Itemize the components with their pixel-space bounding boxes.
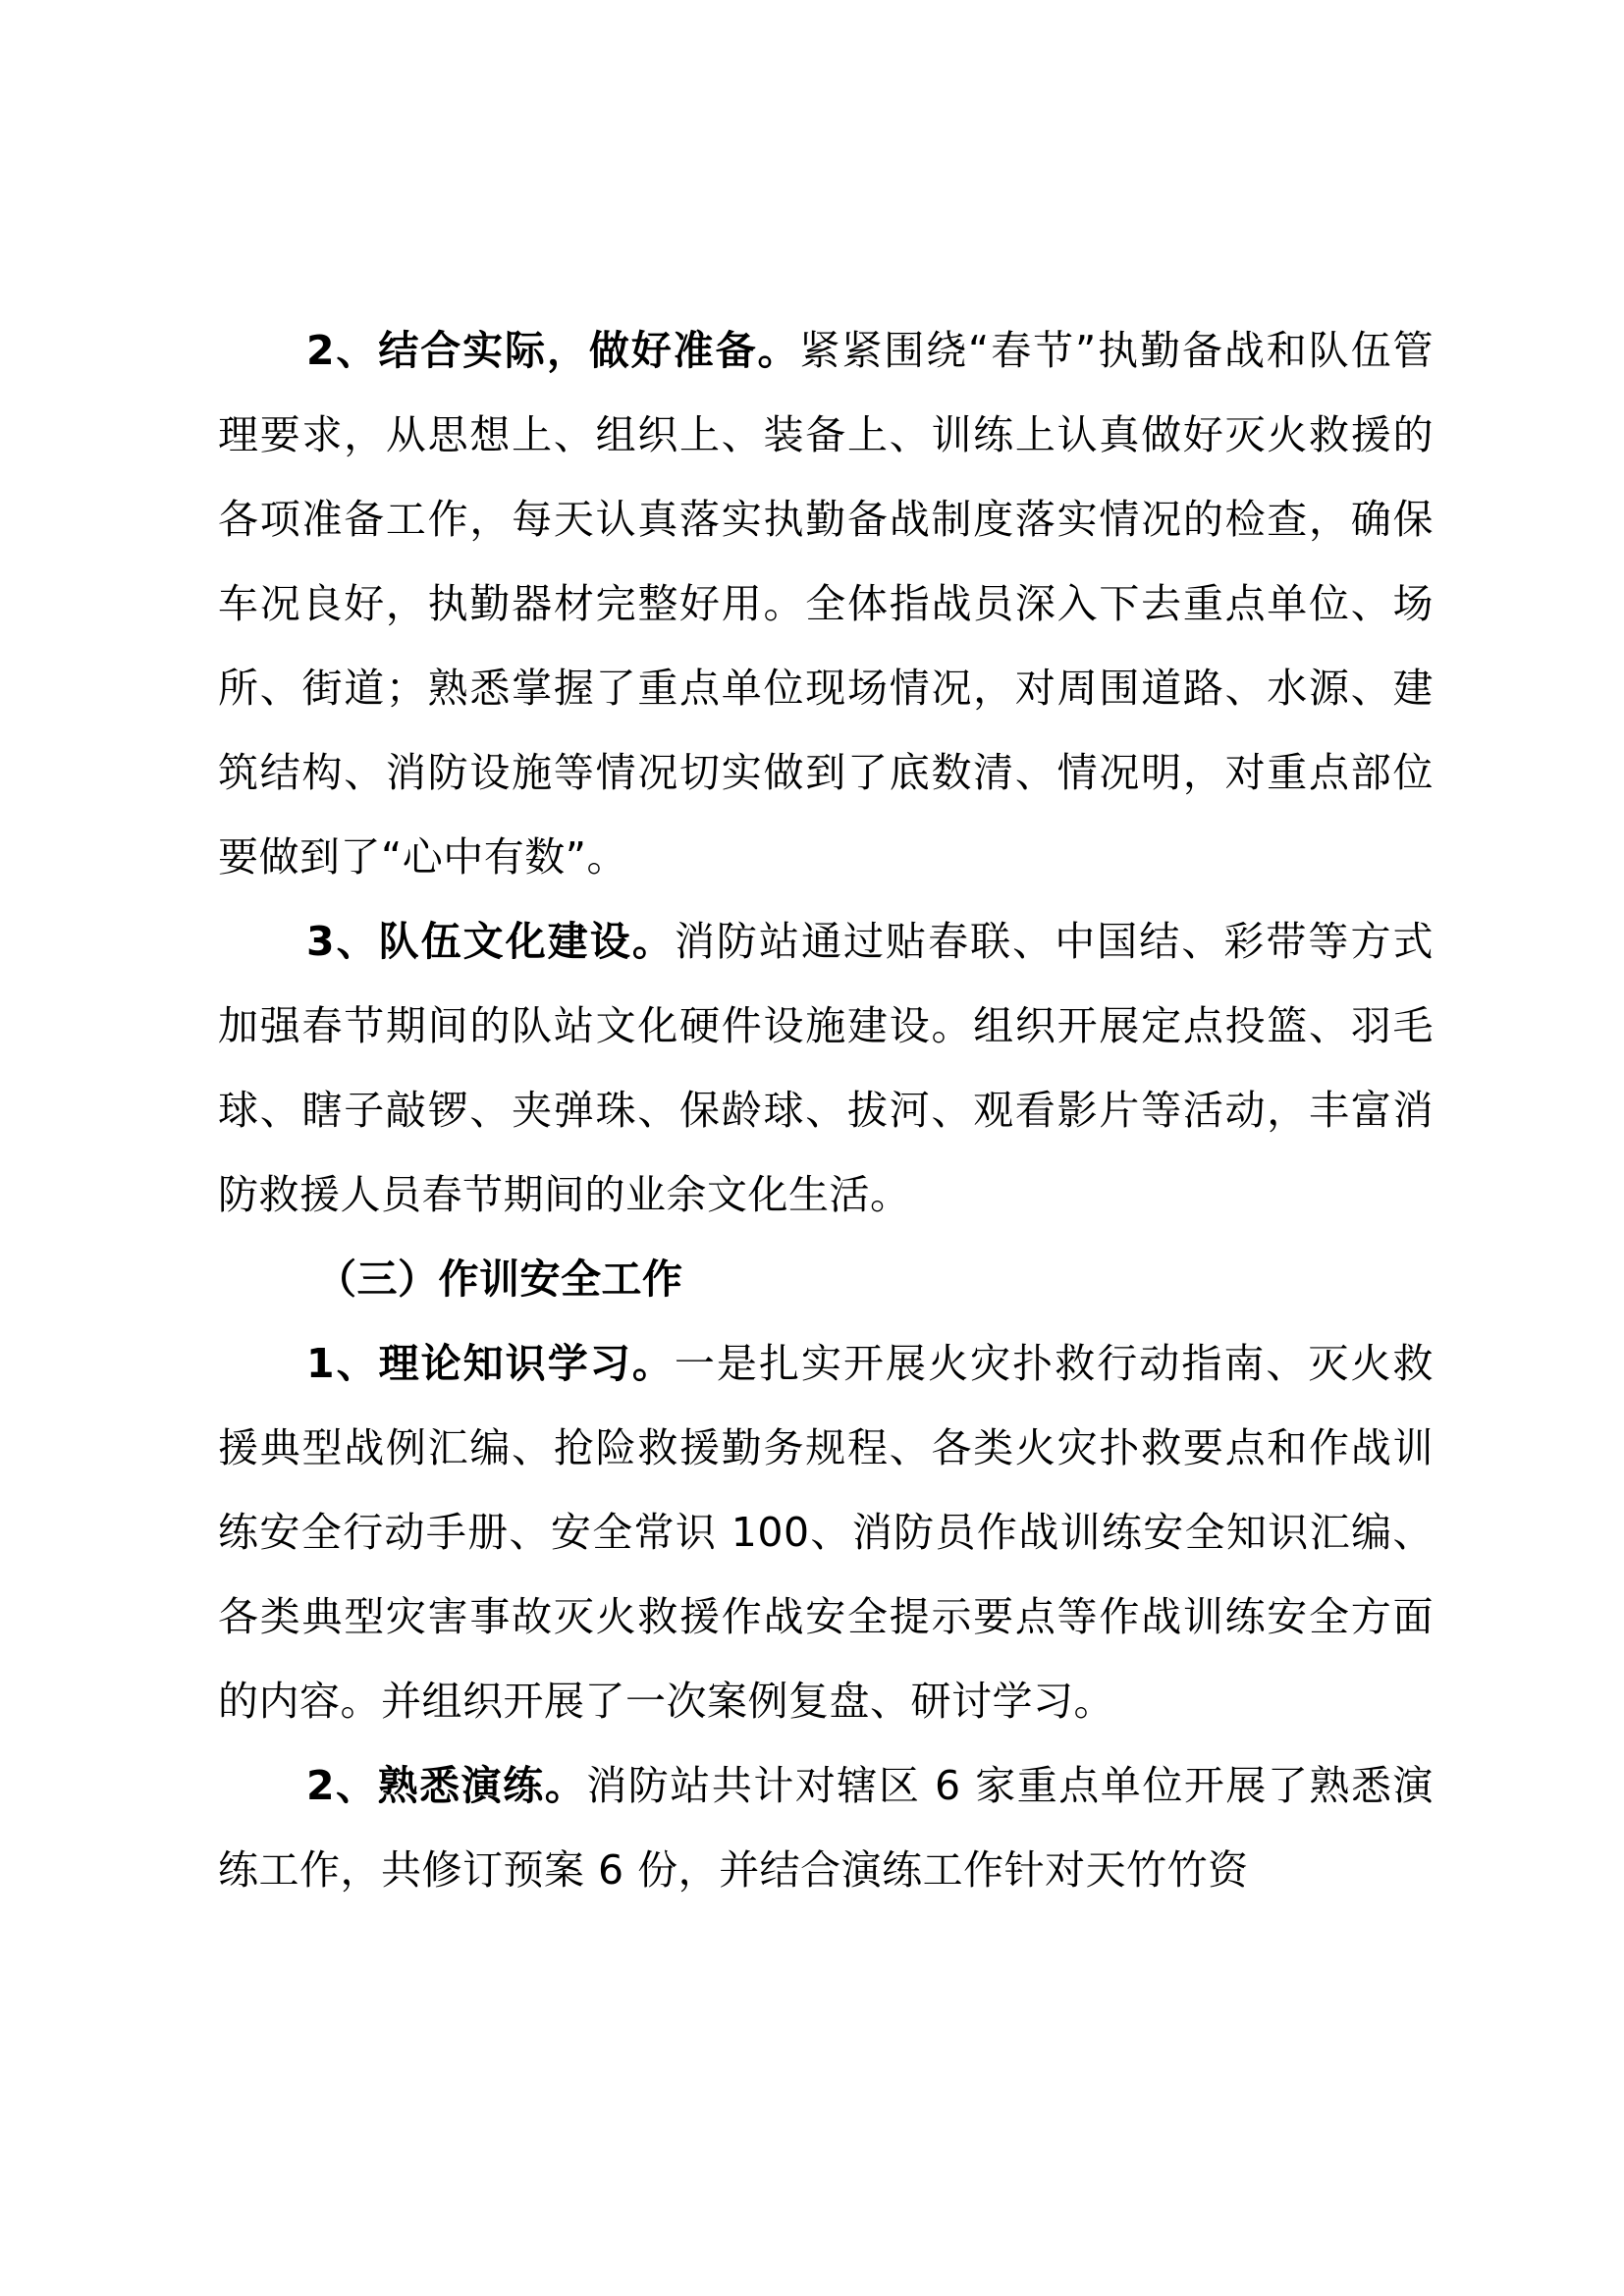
paragraph-body: 紧紧围绕“春节”执勤备战和队伍管理要求，从思想上、组织上、装备上、训练上认真做好灭火救援的各项准备工作，每天认真落实执勤备战制度落实情况的检查，确保车况良好，执勤器材完整好用。全体指战员深入下去重点单位、场所、街道；熟悉掌握了重点单位现场情况，对周围道路、水源、建筑结构、消防设施等情况切实做到了底数清、情况明，对重点部位要做到了“心中有数”。 bbox=[218, 327, 1435, 881]
paragraph-lead: 2、结合实际，做好准备。 bbox=[306, 327, 800, 374]
section-heading: （三）作训安全工作 bbox=[316, 1255, 683, 1303]
paragraph-lead: 3、队伍文化建设。 bbox=[306, 918, 675, 965]
paragraph-body: 消防站通过贴春联、中国结、彩带等方式加强春节期间的队站文化硬件设施建设。组织开展定点投篮、羽毛球、瞎子敲锣、夹弹珠、保龄球、拔河、观看影片等活动，丰富消防救援人员春节期间的业余文化生活。 bbox=[218, 918, 1435, 1218]
paragraph-body: 一是扎实开展火灾扑救行动指南、灭火救援典型战例汇编、抢险救援勤务规程、各类火灾扑救要点和作战训练安全行动手册、安全常识 100、消防员作战训练安全知识汇编、各类典型灾害事故灭火救援作战安全提示要点等作战训练安全方面的内容。并组织开展了一次案例复盘、研讨学习。 bbox=[218, 1340, 1435, 1725]
paragraph-body: 消防站共计对辖区 6 家重点单位开展了熟悉演练工作，共修订预案 6 份，并结合演练工作针对天竹竹资 bbox=[218, 1762, 1435, 1894]
paragraph-team-culture bbox=[218, 899, 1434, 1237]
document-page bbox=[218, 308, 1434, 1912]
paragraph-theory-study bbox=[218, 1321, 1434, 1743]
paragraph-drills bbox=[218, 1743, 1434, 1912]
paragraph-preparation bbox=[218, 308, 1434, 899]
paragraph-lead: 2、熟悉演练。 bbox=[306, 1762, 587, 1809]
paragraph-lead: 1、理论知识学习。 bbox=[306, 1340, 675, 1387]
